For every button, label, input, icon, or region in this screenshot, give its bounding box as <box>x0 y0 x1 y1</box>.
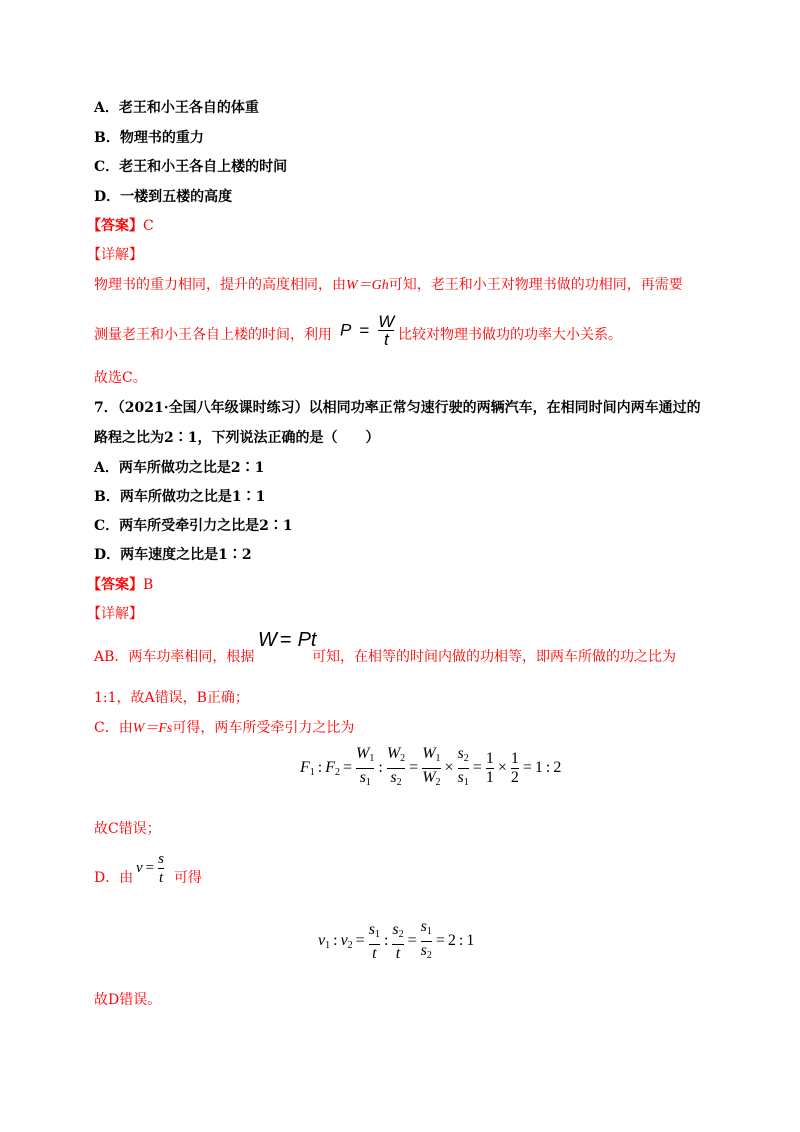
text: 物理书的重力相同，提升的高度相同，由 <box>94 277 346 293</box>
q6-explanation-line-1 <box>94 276 683 295</box>
text: 可得，两车所受牵引力之比为 <box>172 720 355 736</box>
text: 测量老王和小王各自上楼的时间，利用 <box>94 327 332 343</box>
q7-ab-line-1: AB．两车功率相同，根据 <box>94 649 255 665</box>
q7-d-line-a: D．由 <box>94 870 134 886</box>
q7-c-line <box>94 719 354 738</box>
answer-value: B <box>143 577 154 593</box>
answer-tag: 【答案】 <box>87 577 143 593</box>
q7-option-a: A．两车所做功之比是2∶1 <box>94 460 265 476</box>
answer-tag: 【答案】 <box>87 218 143 234</box>
velocity-formula: v = $\frac{s}{t}$ <box>136 851 164 886</box>
text: C．由 <box>94 720 133 736</box>
q7-d-line-b: 可得 <box>174 870 202 886</box>
q7-stem-line-1: 7．（2021·全国八年级课时练习）以相同功率正常匀速行驶的两辆汽车，在相同时间内两车通过的 <box>94 400 701 416</box>
q7-option-b: B．两车所做功之比是1∶1 <box>94 489 266 505</box>
q7-c-conclusion: 故C错误； <box>94 821 161 837</box>
q7-answer <box>87 576 153 594</box>
force-ratio-formula: $F_1$ : $F_2$ = $\frac{W_1}{s_1}$ : $\frac{W_2}{s_2}$ = $\frac{W_1}{W_2}$ × $\frac{s_2}{s_1}$ = $\frac{1}{1}$ × $\frac{1}{2}$ = 1 : 2 <box>300 745 561 792</box>
q6-option-d: D．一楼到五楼的高度 <box>94 189 233 205</box>
power-formula: P = $\frac{W}{t}$ <box>340 312 395 349</box>
q7-detail-label: 【详解】 <box>87 606 143 622</box>
q6-explanation-line-2b: 比较对物理书做功的功率大小关系。 <box>398 327 622 343</box>
answer-value: C <box>143 218 154 234</box>
formula-w-gh: W＝Gh <box>346 278 389 293</box>
q6-conclusion: 故选C。 <box>94 370 147 386</box>
q6-option-c: C．老王和小王各自上楼的时间 <box>94 159 288 175</box>
q6-detail-label: 【详解】 <box>87 247 143 263</box>
text: 可知，老王和小王对物理书做的功相同，再需要 <box>388 277 683 293</box>
formula-w-fs: W＝Fs <box>132 721 173 736</box>
q6-option-a: A．老王和小王各自的体重 <box>94 100 259 116</box>
q7-ab-line-1b: 可知，在相等的时间内做的功相等，即两车所做的功之比为 <box>312 649 676 665</box>
q7-option-d: D．两车速度之比是1∶2 <box>94 547 252 563</box>
velocity-ratio-formula: $v_1$ : $v_2$ = $\frac{s_1}{t}$ : $\frac{s_2}{t}$ = $\frac{s_1}{s_2}$ = 2 : 1 <box>318 918 474 965</box>
q6-explanation-line-2 <box>94 326 332 344</box>
q7-stem-line-2: 路程之比为2∶1，下列说法正确的是（ ） <box>94 430 380 446</box>
q6-option-b: B．物理书的重力 <box>94 130 204 146</box>
q7-d-conclusion: 故D错误。 <box>94 992 162 1008</box>
q7-option-c: C．两车所受牵引力之比是2∶1 <box>94 518 293 534</box>
formula-w-pt: W = Pt <box>258 629 317 651</box>
q6-answer <box>87 217 154 235</box>
q7-ab-line-2: 1:1，故A错误，B正确； <box>94 690 249 706</box>
